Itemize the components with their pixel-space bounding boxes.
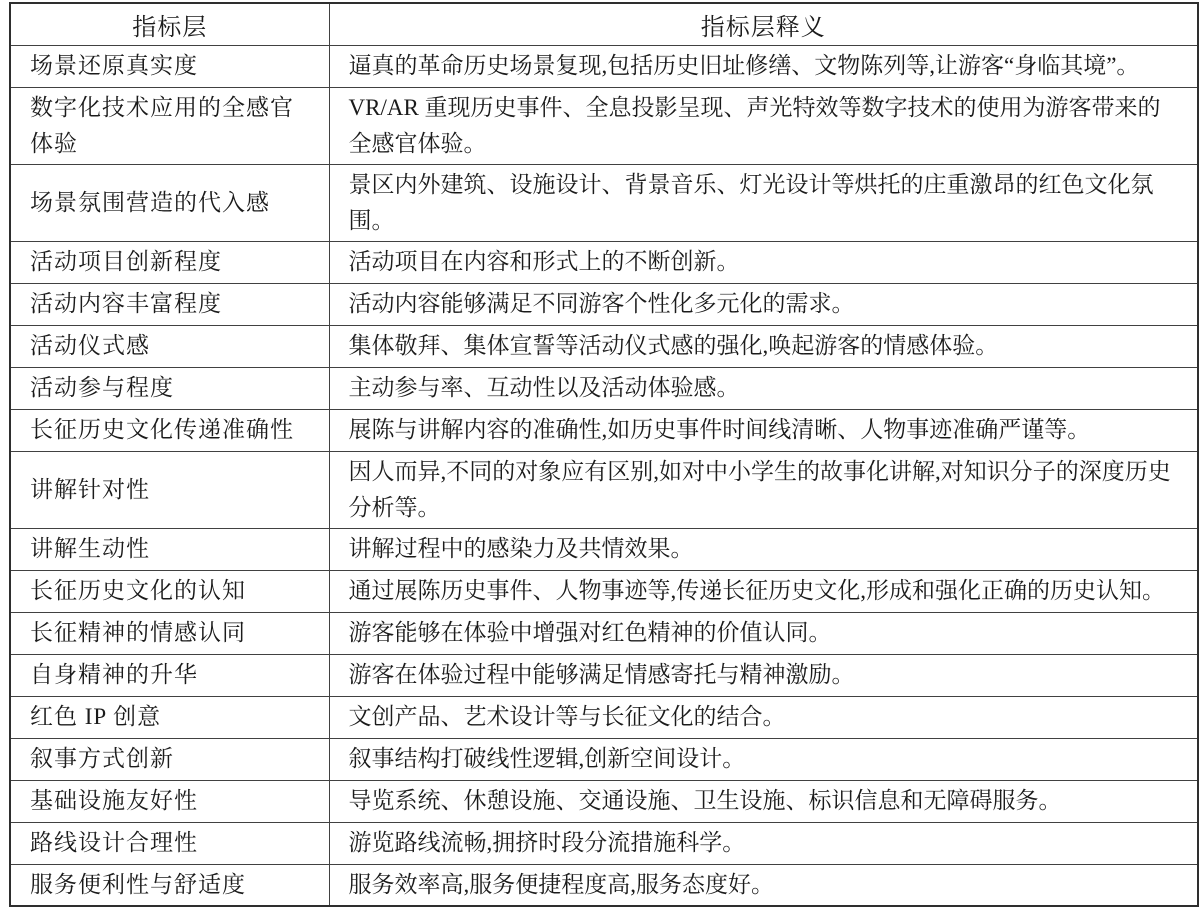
definition-cell: 游客在体验过程中能够满足情感寄托与精神激励。: [329, 654, 1198, 696]
definition-cell: 景区内外建筑、设施设计、背景音乐、灯光设计等烘托的庄重激昂的红色文化氛围。: [329, 164, 1198, 241]
definition-cell: 叙事结构打破线性逻辑,创新空间设计。: [329, 738, 1198, 780]
table-row: [10, 738, 1198, 780]
definition-cell: 主动参与率、互动性以及活动体验感。: [329, 367, 1198, 409]
header-indicator-layer: 指标层: [10, 3, 329, 45]
table-row: [10, 822, 1198, 864]
indicator-cell: 场景氛围营造的代入感: [10, 164, 329, 241]
definition-cell: 展陈与讲解内容的准确性,如历史事件时间线清晰、人物事迹准确严谨等。: [329, 409, 1198, 451]
table-row: [10, 451, 1198, 528]
definition-cell: 游览路线流畅,拥挤时段分流措施科学。: [329, 822, 1198, 864]
definition-cell: 活动内容能够满足不同游客个性化多元化的需求。: [329, 283, 1198, 325]
definition-cell: 因人而异,不同的对象应有区别,如对中小学生的故事化讲解,对知识分子的深度历史分析等。: [329, 451, 1198, 528]
table-row: [10, 409, 1198, 451]
definition-cell: 逼真的革命历史场景复现,包括历史旧址修缮、文物陈列等,让游客“身临其境”。: [329, 45, 1198, 87]
indicator-cell: 活动内容丰富程度: [10, 283, 329, 325]
indicator-cell: 长征历史文化传递准确性: [10, 409, 329, 451]
definition-cell: 导览系统、休憩设施、交通设施、卫生设施、标识信息和无障碍服务。: [329, 780, 1198, 822]
table-row: [10, 612, 1198, 654]
indicator-cell: 自身精神的升华: [10, 654, 329, 696]
table-row: [10, 654, 1198, 696]
indicator-cell: 服务便利性与舒适度: [10, 864, 329, 906]
indicator-cell: 讲解生动性: [10, 528, 329, 570]
indicator-cell: 叙事方式创新: [10, 738, 329, 780]
definition-cell: VR/AR 重现历史事件、全息投影呈现、声光特效等数字技术的使用为游客带来的全感官体验。: [329, 87, 1198, 164]
indicator-cell: 长征历史文化的认知: [10, 570, 329, 612]
definition-cell: 活动项目在内容和形式上的不断创新。: [329, 241, 1198, 283]
indicator-cell: 场景还原真实度: [10, 45, 329, 87]
table-body: [10, 45, 1198, 906]
table-row: [10, 164, 1198, 241]
indicator-cell: 活动参与程度: [10, 367, 329, 409]
indicator-table: [9, 2, 1199, 907]
header-row: [10, 3, 1198, 45]
definition-cell: 文创产品、艺术设计等与长征文化的结合。: [329, 696, 1198, 738]
table-row: [10, 864, 1198, 906]
indicator-cell: 长征精神的情感认同: [10, 612, 329, 654]
table-row: [10, 45, 1198, 87]
definition-cell: 讲解过程中的感染力及共情效果。: [329, 528, 1198, 570]
table-row: [10, 283, 1198, 325]
indicator-cell: 活动仪式感: [10, 325, 329, 367]
indicator-cell: 数字化技术应用的全感官体验: [10, 87, 329, 164]
definition-cell: 服务效率高,服务便捷程度高,服务态度好。: [329, 864, 1198, 906]
definition-cell: 通过展陈历史事件、人物事迹等,传递长征历史文化,形成和强化正确的历史认知。: [329, 570, 1198, 612]
table-row: [10, 696, 1198, 738]
indicator-cell: 讲解针对性: [10, 451, 329, 528]
definition-cell: 集体敬拜、集体宣誓等活动仪式感的强化,唤起游客的情感体验。: [329, 325, 1198, 367]
table-row: [10, 780, 1198, 822]
indicator-cell: 路线设计合理性: [10, 822, 329, 864]
table-row: [10, 325, 1198, 367]
table-row: [10, 570, 1198, 612]
indicator-cell: 基础设施友好性: [10, 780, 329, 822]
indicator-cell: 活动项目创新程度: [10, 241, 329, 283]
table-row: [10, 367, 1198, 409]
indicator-cell: 红色 IP 创意: [10, 696, 329, 738]
table-row: [10, 87, 1198, 164]
table-row: [10, 528, 1198, 570]
table-row: [10, 241, 1198, 283]
definition-cell: 游客能够在体验中增强对红色精神的价值认同。: [329, 612, 1198, 654]
header-indicator-definition: 指标层释义: [329, 3, 1198, 45]
